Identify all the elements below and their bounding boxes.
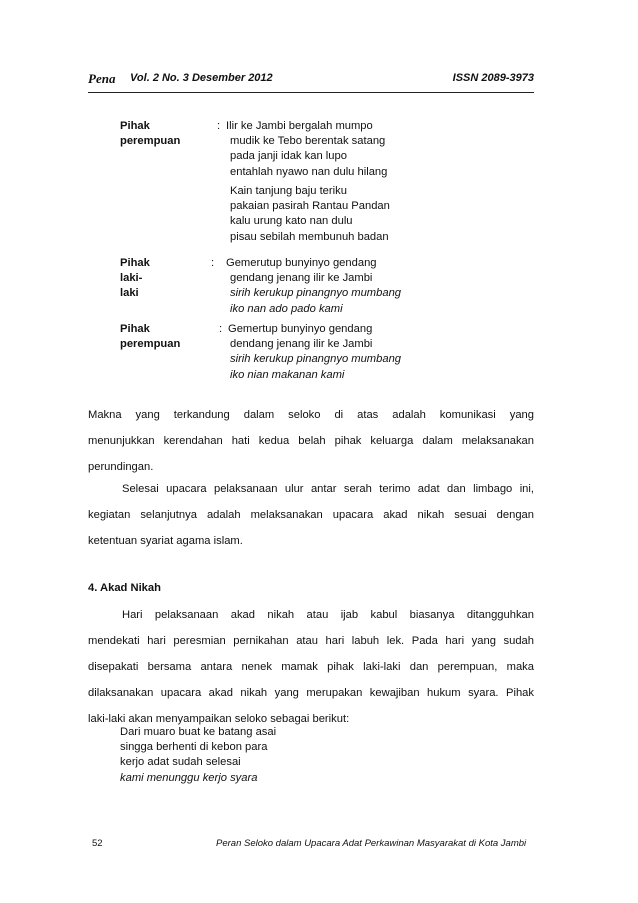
verse-line: Gemerutup bunyinyo gendang: [226, 257, 377, 269]
speaker-separator: :: [217, 120, 221, 132]
paragraph-line: mendekati hari peresmian pernikahan atau hari labuh lek. Pada hari yang sudah: [88, 635, 534, 647]
speaker-separator: :: [211, 257, 215, 269]
speaker-label: Pihak laki-laki: [120, 257, 150, 300]
verse-line: Gemertup bunyinyo gendang: [228, 323, 373, 335]
verse-line: gendang jenang ilir ke Jambi: [230, 272, 373, 285]
verse-lines: [230, 184, 390, 245]
running-header: [88, 72, 534, 88]
paragraph-line: laki-laki akan menyampaikan seloko sebagai berikut:: [88, 713, 350, 725]
running-footer-title: Peran Seloko dalam Upacara Adat Perkawinan Masyarakat di Kota Jambi: [216, 838, 527, 849]
volume-info: Vol. 2 No. 3 Desember 2012: [130, 72, 273, 84]
speaker-separator: :: [219, 323, 223, 335]
verse-line: dendang jenang ilir ke Jambi: [230, 338, 373, 351]
verse-line: Ilir ke Jambi bergalah mumpo: [226, 120, 373, 132]
journal-logo: Pena: [88, 71, 116, 86]
page-number: 52: [92, 838, 103, 849]
issn: ISSN 2089-3973: [452, 72, 534, 84]
verse-line: iko nian makanan kami: [230, 368, 345, 381]
verse-lines: [228, 322, 401, 383]
paragraph-line: dilaksanakan upacara akad nikah yang merupakan kewajiban hukum syara. Pihak: [88, 687, 534, 699]
speaker-label: Pihak perempuan: [120, 323, 181, 351]
verse-lines: [226, 256, 401, 317]
verse-line: pakaian pasirah Rantau Pandan: [230, 200, 390, 213]
paragraph-line: Selesai upacara pelaksanaan ulur antar serah terimo adat dan limbago ini,: [122, 483, 534, 495]
verse-lines: [226, 119, 387, 180]
verse-line: kerjo adat sudah selesai: [120, 756, 241, 769]
header-rule: [88, 92, 534, 93]
speaker-label: Pihak perempuan: [120, 120, 181, 148]
verse-line: pisau sebilah membunuh badan: [230, 230, 389, 243]
verse-line: entahlah nyawo nan dulu hilang: [230, 165, 388, 178]
body-paragraph: [88, 602, 534, 732]
paragraph-line: perundingan.: [88, 461, 154, 473]
paragraph-line: Makna yang terkandung dalam seloko di atas adalah komunikasi yang: [88, 409, 534, 421]
verse-line: Dari muaro buat ke batang asai: [120, 726, 277, 738]
paragraph-line: kegiatan selanjutnya adalah melaksanakan upacara akad nikah sesuai dengan: [88, 509, 534, 521]
paragraph-line: disepakati bersama antara nenek mamak pihak laki-laki dan perempuan, maka: [88, 661, 534, 673]
verse-line: pada janji idak kan lupo: [230, 150, 347, 163]
verse-line: kami menunggu kerjo syara: [120, 771, 258, 784]
verse-line: sirih kerukup pinangnyo mumbang: [230, 353, 402, 366]
verse-line: Kain tanjung baju teriku: [230, 185, 347, 197]
verse-line: singga berhenti di kebon para: [120, 741, 268, 754]
verse-line: mudik ke Tebo berentak satang: [230, 135, 386, 148]
paragraph-line: Hari pelaksanaan akad nikah atau ijab kabul biasanya ditangguhkan: [122, 609, 534, 621]
body-paragraph: [88, 402, 534, 480]
body-paragraph: [88, 476, 534, 554]
paragraph-line: menunjukkan kerendahan hati kedua belah pihak keluarga dalam melaksanakan: [88, 435, 534, 447]
paragraph-line: ketentuan syariat agama islam.: [88, 535, 243, 547]
verse-line: kalu urung kato nan dulu: [230, 215, 353, 228]
section-heading: 4. Akad Nikah: [88, 582, 161, 594]
verse-line: sirih kerukup pinangnyo mumbang: [230, 287, 402, 300]
verse-lines: [120, 725, 276, 786]
verse-line: iko nan ado pado kami: [230, 302, 343, 315]
page-footer: [88, 838, 534, 852]
